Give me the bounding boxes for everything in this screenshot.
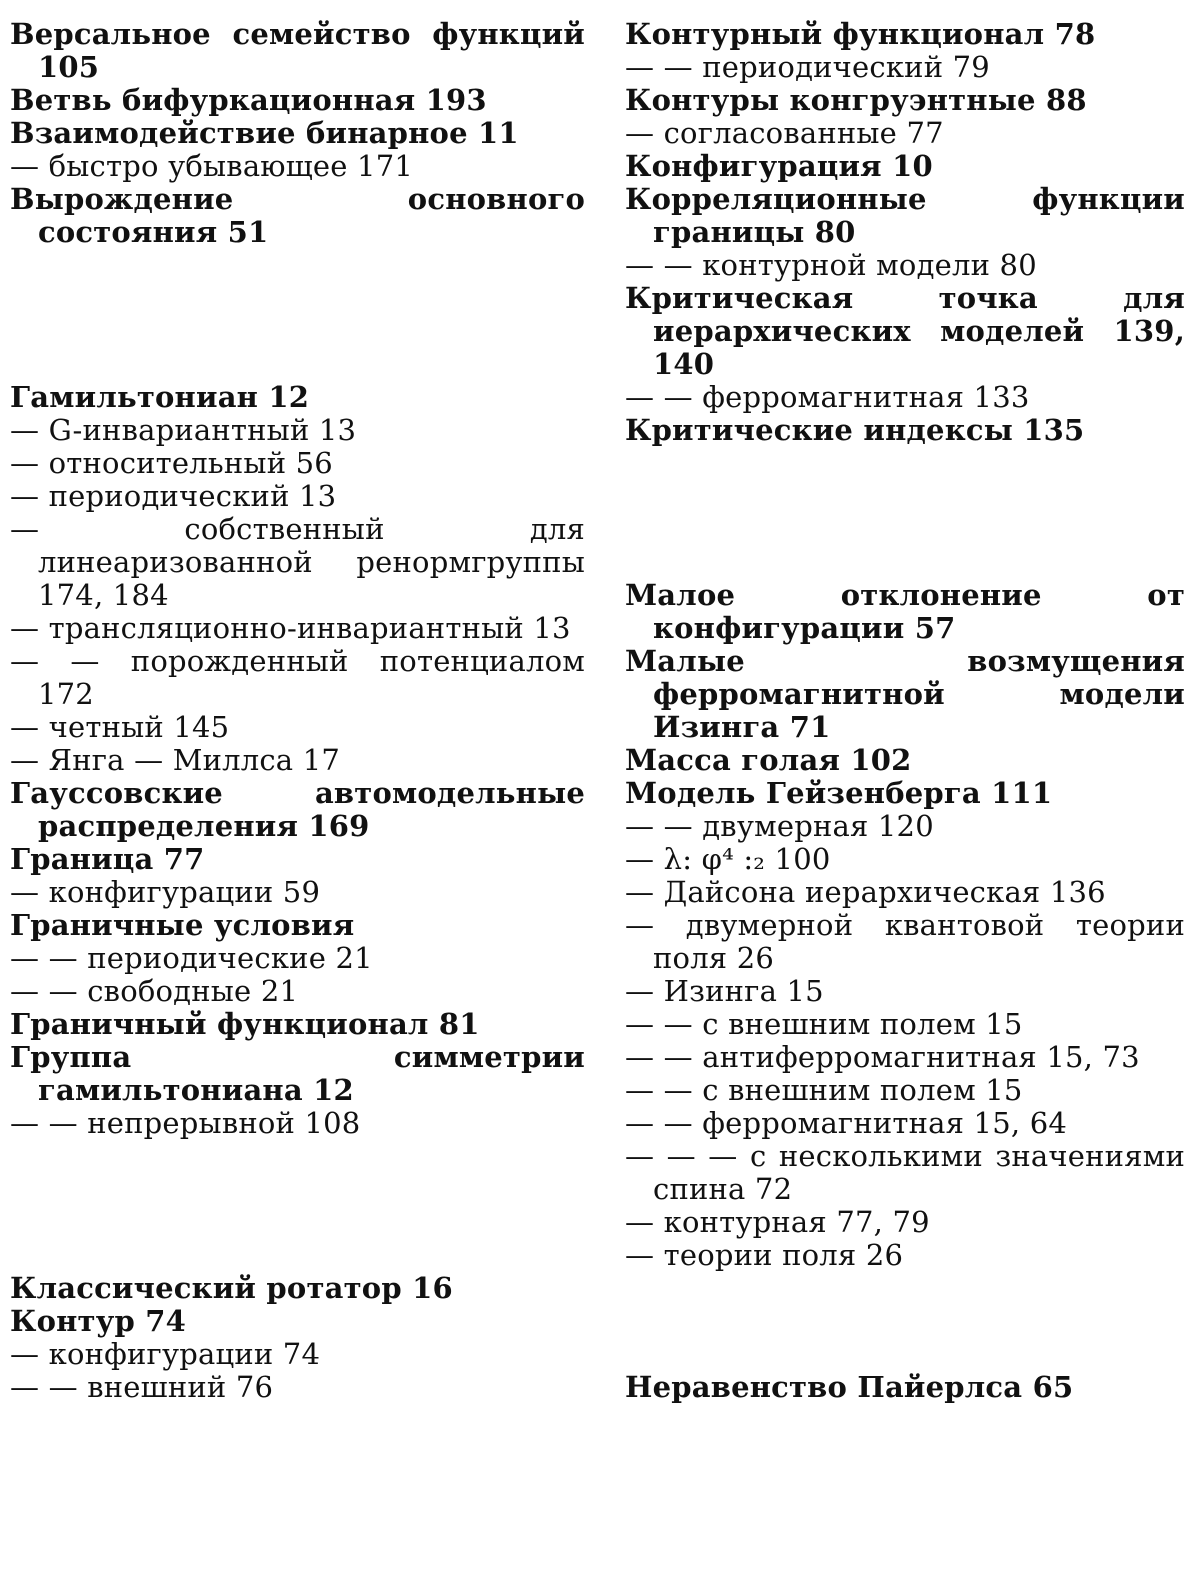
index-entry: Критическая точка для иерархических моделей 139, 140 (625, 281, 1185, 381)
index-entry: — Янга — Миллса 17 (10, 743, 341, 777)
index-entry: — — периодические 21 (10, 941, 373, 975)
index-entry: Версальное семейство функций 105 (10, 17, 585, 84)
index-entry: Малые возмущения ферромагнитной модели Изинга 71 (625, 644, 1185, 744)
index-entry: — — свободные 21 (10, 974, 299, 1008)
index-entry: Граничные условия (10, 908, 355, 942)
index-entry: Группа симметрии гамильтониана 12 (10, 1040, 585, 1107)
index-entry: — — ферромагнитная 15, 64 (625, 1106, 1067, 1140)
index-entry: — трансляционно-инвариантный 13 (10, 611, 571, 645)
index-entry: Граница 77 (10, 842, 205, 876)
index-entry: — — порожденный потенциалом 172 (10, 644, 585, 711)
index-entry: — λ: φ⁴ :₂ 100 (625, 842, 831, 876)
index-entry: — — непрерывной 108 (10, 1106, 361, 1140)
index-entry: — G-инвариантный 13 (10, 413, 357, 447)
index-entry: Гамильтониан 12 (10, 380, 310, 414)
index-column-left (10, 18, 585, 1404)
index-entry: Ветвь бифуркационная 193 (10, 83, 487, 117)
index-entry: — — ферромагнитная 133 (625, 380, 1030, 414)
index-entry: — быстро убывающее 171 (10, 149, 414, 183)
index-entry: — Изинга 15 (625, 974, 824, 1008)
index-entry: Классический ротатор 16 (10, 1271, 453, 1305)
index-entry: — — с внешним полем 15 (625, 1007, 1023, 1041)
index-entry: — — контурной модели 80 (625, 248, 1037, 282)
section-gap (10, 249, 585, 381)
index-entry: — — антиферромагнитная 15, 73 (625, 1040, 1140, 1074)
index-entry: — конфигурации 74 (10, 1337, 321, 1371)
index-entry: — относительный 56 (10, 446, 333, 480)
index-entry: Модель Гейзенберга 111 (625, 776, 1053, 810)
index-entry: — — двумерная 120 (625, 809, 934, 843)
section-gap (625, 447, 1185, 579)
index-entry: — согласованные 77 (625, 116, 944, 150)
index-entry: Неравенство Пайерлса 65 (625, 1370, 1074, 1404)
index-entry: Критические индексы 135 (625, 413, 1085, 447)
index-entry: — Дайсона иерархическая 136 (625, 875, 1106, 909)
index-column-right (625, 18, 1185, 1404)
index-entry: Масса голая 102 (625, 743, 912, 777)
index-entry: — периодический 13 (10, 479, 337, 513)
index-entry: Контур 74 (10, 1304, 187, 1338)
index-entry: Граничный функционал 81 (10, 1007, 480, 1041)
index-entry: Контуры конгруэнтные 88 (625, 83, 1087, 117)
index-entry: — четный 145 (10, 710, 230, 744)
index-entry: — — внешний 76 (10, 1370, 274, 1404)
section-gap (625, 1272, 1185, 1371)
index-entry: — — — с несколькими значениями спина 72 (625, 1139, 1185, 1206)
index-entry: Гауссовские автомодельные распределения 169 (10, 776, 585, 843)
index-entry: — — периодический 79 (625, 50, 990, 84)
index-entry: Взаимодействие бинарное 11 (10, 116, 519, 150)
index-entry: Вырождение основного состояния 51 (10, 182, 585, 249)
index-entry: Конфигурация 10 (625, 149, 933, 183)
section-gap (10, 1140, 585, 1272)
index-entry: — — с внешним полем 15 (625, 1073, 1023, 1107)
index-entry: Малое отклонение от конфигурации 57 (625, 578, 1185, 645)
index-entry: Корреляционные функции границы 80 (625, 182, 1185, 249)
index-entry: — контурная 77, 79 (625, 1205, 930, 1239)
index-entry: — теории поля 26 (625, 1238, 904, 1272)
index-entry: — собственный для линеаризованной ренормгруппы 174, 184 (10, 512, 585, 612)
index-entry: — конфигурации 59 (10, 875, 321, 909)
index-entry: — двумерной квантовой теории поля 26 (625, 908, 1185, 975)
index-entry: Контурный функционал 78 (625, 17, 1096, 51)
